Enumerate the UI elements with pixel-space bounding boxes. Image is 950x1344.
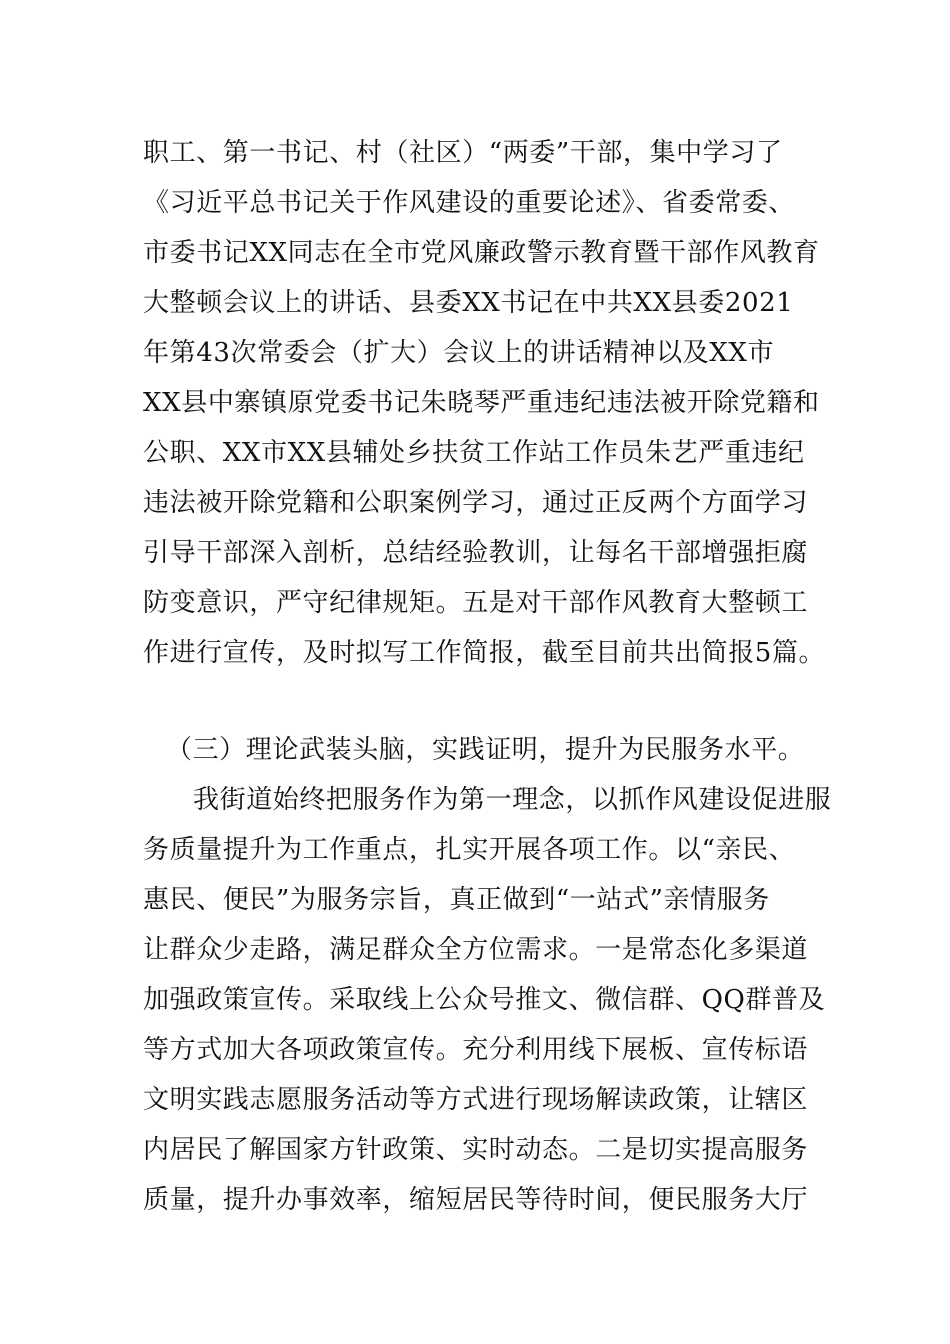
paragraph-1-line: 引导干部深入剖析，总结经验教训，让每名干部增强拒腐 (143, 538, 809, 568)
section-heading: （三）理论武装头脑，实践证明，提升为民服务水平。 (166, 735, 805, 765)
paragraph-2-line: 惠民、便民”为服务宗旨，真正做到“一站式”亲情服务 (143, 885, 770, 915)
paragraph-2-line: 文明实践志愿服务活动等方式进行现场解读政策，让辖区 (143, 1085, 809, 1115)
paragraph-1-line: 大整顿会议上的讲话、县委XX书记在中共XX县委2021 (143, 288, 794, 318)
paragraph-1-line: 职工、第一书记、村（社区）“两委”干部，集中学习了 (143, 138, 783, 168)
paragraph-1-line: 违法被开除党籍和公职案例学习，通过正反两个方面学习 (143, 488, 809, 518)
paragraph-2-line: 务质量提升为工作重点，扎实开展各项工作。以“亲民、 (143, 835, 796, 865)
paragraph-2-line: 内居民了解国家方针政策、实时动态。二是切实提高服务 (143, 1135, 809, 1165)
paragraph-2-line: 我街道始终把服务作为第一理念，以抓作风建设促进服 (193, 785, 832, 815)
paragraph-2-line: 质量，提升办事效率，缩短居民等待时间，便民服务大厅 (143, 1185, 809, 1215)
paragraph-1-line: 防变意识，严守纪律规矩。五是对干部作风教育大整顿工 (143, 588, 809, 618)
paragraph-1-line: 作进行宣传，及时拟写工作简报，截至目前共出简报5篇。 (143, 638, 826, 668)
paragraph-1-line: 市委书记XX同志在全市党风廉政警示教育暨干部作风教育 (143, 238, 820, 268)
paragraph-1-line: XX县中寨镇原党委书记朱晓琴严重违纪违法被开除党籍和 (143, 388, 820, 418)
paragraph-2-line: 等方式加大各项政策宣传。充分利用线下展板、宣传标语 (143, 1035, 809, 1065)
paragraph-2-line: 加强政策宣传。采取线上公众号推文、微信群、QQ群普及 (143, 985, 826, 1015)
paragraph-1-line: 年第43次常委会（扩大）会议上的讲话精神以及XX市 (143, 338, 775, 368)
paragraph-2-line: 让群众少走路，满足群众全方位需求。一是常态化多渠道 (143, 935, 809, 965)
paragraph-1-line: 公职、XX市XX县辅处乡扶贫工作站工作员朱艺严重违纪 (143, 438, 805, 468)
paragraph-1-line: 《习近平总书记关于作风建设的重要论述》、省委常委、 (143, 188, 796, 218)
